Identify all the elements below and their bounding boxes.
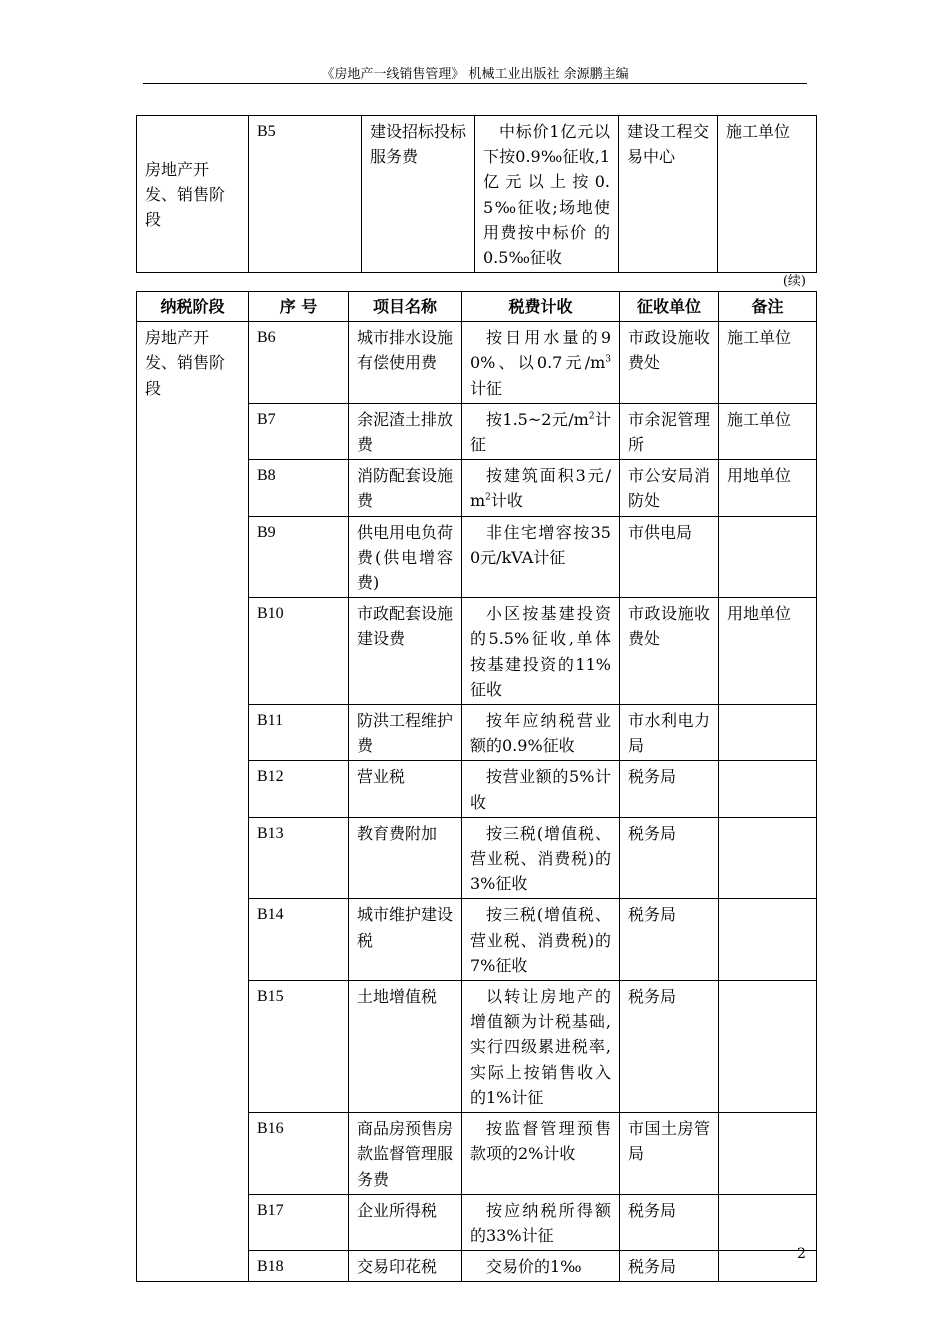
collecting-unit: 市政设施收费处 xyxy=(620,322,719,404)
note xyxy=(719,899,817,981)
fee-rule xyxy=(462,598,620,705)
unit-exponent: 3 xyxy=(605,355,611,366)
collecting-unit: 税务局 xyxy=(620,1194,719,1250)
unit-exponent: 2 xyxy=(588,411,595,422)
column-header: 征收单位 xyxy=(620,292,719,322)
fee-text: 按年应纳税营业额的0.9%征收 xyxy=(470,711,611,756)
note: 施工单位 xyxy=(719,403,817,459)
fee-text: 交易价的1‰ xyxy=(486,1257,582,1277)
item-id: B9 xyxy=(249,516,349,598)
note: 施工单位 xyxy=(719,322,817,404)
collecting-unit: 税务局 xyxy=(620,1251,719,1282)
column-header: 序 号 xyxy=(249,292,349,322)
collecting-unit: 税务局 xyxy=(620,899,719,981)
item-name: 土地增值税 xyxy=(349,981,462,1113)
item-id: B5 xyxy=(249,116,362,273)
fee-rule xyxy=(462,761,620,817)
collecting-unit: 市余泥管理所 xyxy=(620,403,719,459)
table-row xyxy=(137,116,817,273)
fee-text: 以转让房地产的增值额为计税基础,实行四级累进税率,实际上按销售收入的1%计征 xyxy=(470,987,611,1107)
note xyxy=(719,1113,817,1195)
note: 施工单位 xyxy=(718,116,817,273)
column-header: 项目名称 xyxy=(349,292,462,322)
fee-text: 按1.5~2元/m xyxy=(486,409,589,429)
fee-rule xyxy=(462,899,620,981)
stage-cell: 房地产开发、销售阶段 xyxy=(137,322,249,1282)
collecting-unit: 市国土房管局 xyxy=(620,1113,719,1195)
note xyxy=(719,817,817,899)
fee-text: 按三税(增值税、营业税、消费税)的3%征收 xyxy=(470,823,611,894)
fee-text: 按三税(增值税、营业税、消费税)的7%征收 xyxy=(470,905,611,975)
fee-rule xyxy=(462,1113,620,1195)
item-id: B12 xyxy=(249,761,349,817)
item-name: 营业税 xyxy=(349,761,462,817)
fee-rule xyxy=(462,460,620,516)
fee-text: 按营业额的5%计收 xyxy=(470,767,611,812)
fee-text-suffix: 计征 xyxy=(470,378,503,398)
collecting-unit: 税务局 xyxy=(620,981,719,1113)
note xyxy=(719,981,817,1113)
unit-exponent: 2 xyxy=(485,493,491,504)
item-id: B10 xyxy=(249,598,349,705)
note: 用地单位 xyxy=(719,598,817,705)
fee-text: 非住宅增容按350元/kVA计征 xyxy=(470,522,611,567)
item-id: B8 xyxy=(249,460,349,516)
item-id: B14 xyxy=(249,899,349,981)
fee-text-suffix: 计收 xyxy=(490,491,523,511)
fee-rule xyxy=(462,403,620,459)
item-name: 供电用电负荷费(供电增容费) xyxy=(349,516,462,598)
item-name: 消防配套设施费 xyxy=(349,460,462,516)
fee-rule xyxy=(462,516,620,598)
collecting-unit: 市供电局 xyxy=(620,516,719,598)
collecting-unit: 市政设施收费处 xyxy=(620,598,719,705)
item-id: B17 xyxy=(249,1194,349,1250)
item-id: B11 xyxy=(249,705,349,761)
fee-rule xyxy=(462,1194,620,1250)
note xyxy=(719,705,817,761)
header-rule xyxy=(143,83,807,84)
item-name: 市政配套设施建设费 xyxy=(349,598,462,705)
item-id: B7 xyxy=(249,403,349,459)
fee-rule xyxy=(462,981,620,1113)
item-name: 余泥渣土排放费 xyxy=(349,403,462,459)
fee-rule: 中标价1亿元以下按0.9‰征收,1亿元以上按0. 5‰征收;场地使用费按中标价 的0.5‰征收 xyxy=(475,116,619,273)
item-name: 城市维护建设税 xyxy=(349,899,462,981)
collecting-unit: 市水利电力局 xyxy=(620,705,719,761)
item-name: 企业所得税 xyxy=(349,1194,462,1250)
note xyxy=(719,1194,817,1250)
item-id: B15 xyxy=(249,981,349,1113)
note xyxy=(719,516,817,598)
fee-rule xyxy=(462,817,620,899)
item-name: 城市排水设施有偿使用费 xyxy=(349,322,462,404)
item-id: B16 xyxy=(249,1113,349,1195)
note: 用地单位 xyxy=(719,460,817,516)
page-number: 2 xyxy=(797,1246,806,1262)
column-header: 纳税阶段 xyxy=(137,292,249,322)
table-header-row xyxy=(137,292,817,322)
collecting-unit: 市公安局消防处 xyxy=(620,460,719,516)
note xyxy=(719,761,817,817)
item-id: B6 xyxy=(249,322,349,404)
item-id: B18 xyxy=(249,1251,349,1282)
item-name: 商品房预售房款监督管理服务费 xyxy=(349,1113,462,1195)
fee-text: 按建筑面积3元/m xyxy=(470,466,611,511)
fee-text: 按监督管理预售款项的2%计收 xyxy=(470,1119,611,1164)
fee-text: 按应纳税所得额的33%计征 xyxy=(470,1200,611,1245)
item-name: 教育费附加 xyxy=(349,817,462,899)
collecting-unit: 税务局 xyxy=(620,817,719,899)
fee-rule xyxy=(462,705,620,761)
item-name: 防洪工程维护费 xyxy=(349,705,462,761)
column-header: 备注 xyxy=(719,292,817,322)
collecting-unit: 建设工程交易中心 xyxy=(619,116,718,273)
item-name: 交易印花税 xyxy=(349,1251,462,1282)
fee-rule xyxy=(462,322,620,404)
stage-cell: 房地产开发、销售阶段 xyxy=(137,116,249,273)
column-header: 税费计收 xyxy=(462,292,620,322)
item-id: B13 xyxy=(249,817,349,899)
fee-text: 按日用水量的90%、以0.7元/m xyxy=(470,328,611,373)
fee-text-suffix: 计征 xyxy=(470,409,611,455)
fee-table-main xyxy=(136,291,817,1282)
fee-text: 小区按基建投资的5.5%征收,单体按基建投资的11%征收 xyxy=(470,604,611,699)
running-header: 《房地产一线销售管理》 机械工业出版社 余源鹏主编 xyxy=(321,67,629,82)
collecting-unit: 税务局 xyxy=(620,761,719,817)
item-name: 建设招标投标服务费 xyxy=(362,116,475,273)
fee-rule xyxy=(462,1251,620,1282)
continued-label: (续) xyxy=(782,274,806,289)
fee-table-top xyxy=(136,115,817,273)
table-row xyxy=(137,322,817,404)
